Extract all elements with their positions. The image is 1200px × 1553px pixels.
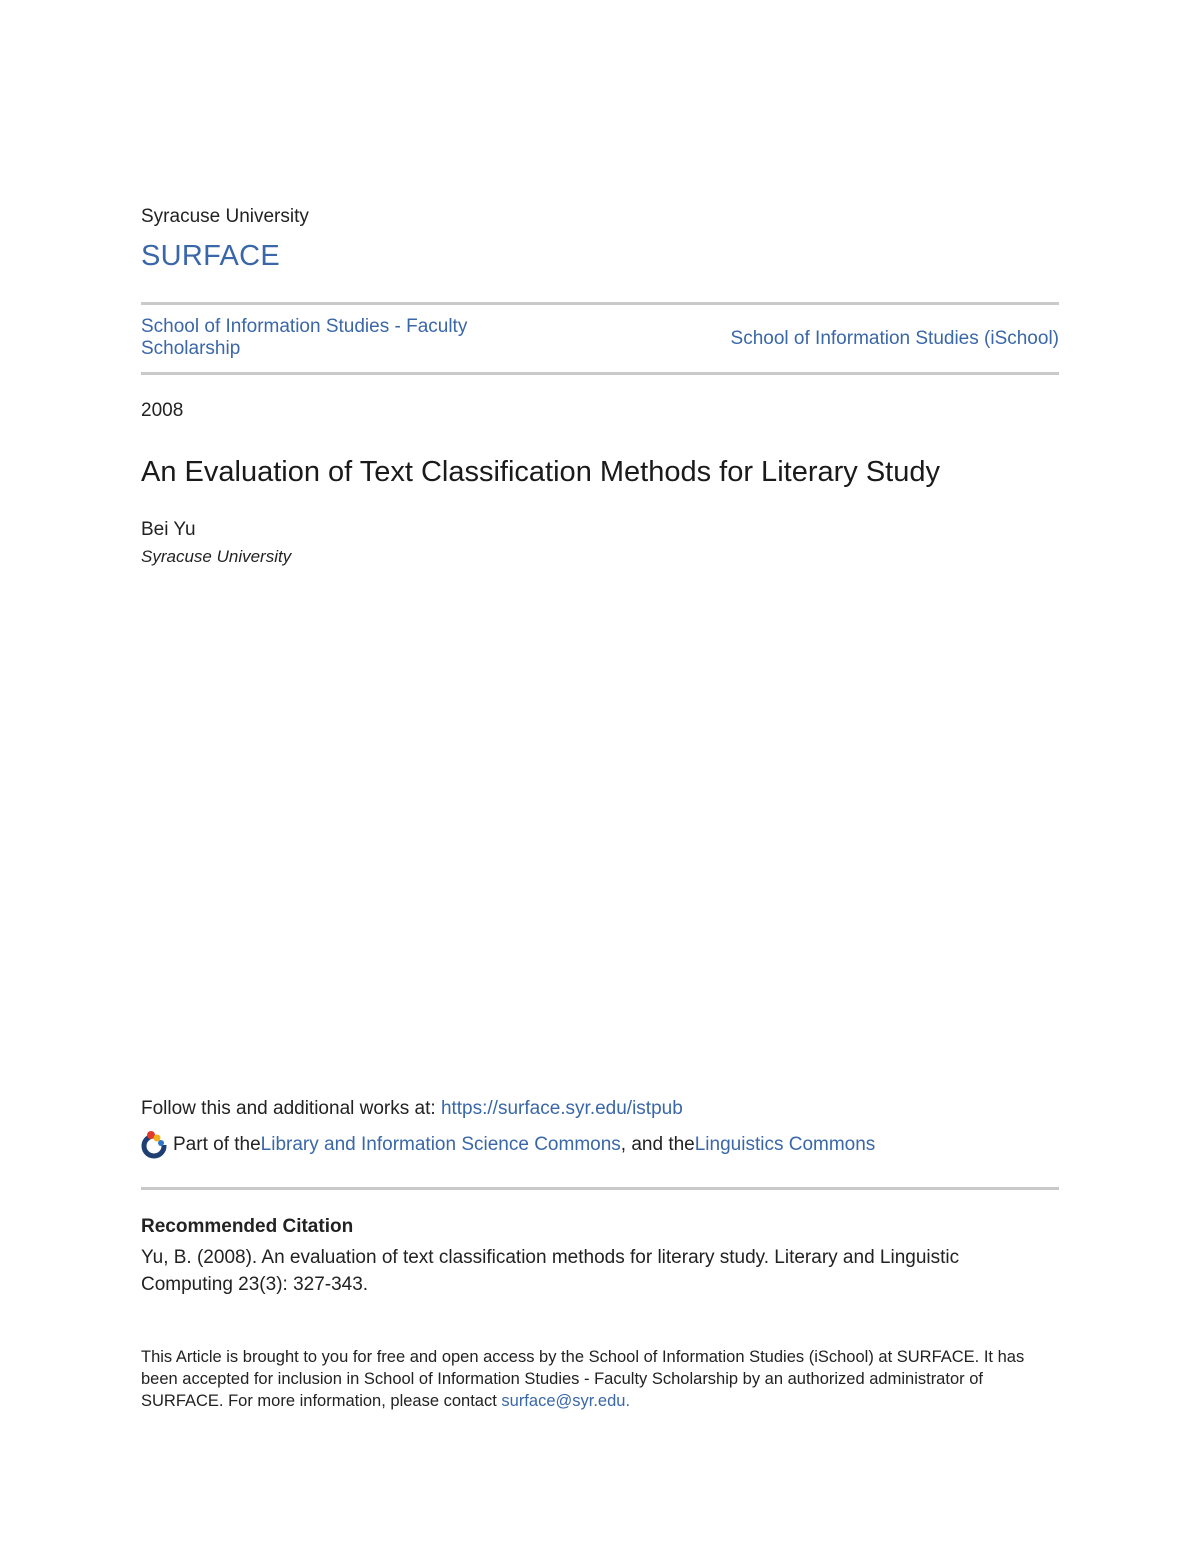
access-statement-text: This Article is brought to you for free and open access by the School of Information Studies (iSchool) at SURFACE. It has been accepted for inclusion in School of Information Studies - Faculty Scholarship by an authorized administrator of SURFACE. For more information, please contact [141, 1348, 1025, 1410]
part-of-middle: , and the [620, 1134, 695, 1155]
divider-bottom [141, 1187, 1059, 1190]
follow-url-link[interactable]: https://surface.syr.edu/istpub [440, 1098, 683, 1119]
follow-line [141, 1098, 683, 1120]
network-commons-icon [141, 1130, 169, 1160]
school-link[interactable]: School of Information Studies (iSchool) [730, 328, 1059, 349]
repository-link[interactable]: SURFACE [141, 240, 281, 272]
access-statement [141, 1346, 1041, 1412]
series-link[interactable]: School of Information Studies - Faculty Scholarship [141, 316, 468, 359]
part-of-line [141, 1130, 875, 1160]
contact-email-link[interactable]: surface@syr.edu. [501, 1392, 631, 1410]
publication-year: 2008 [141, 400, 184, 421]
citation-text: Yu, B. (2008). An evaluation of text classification methods for literary study. Literary and Linguistic Computing 23(3): 327-343. [141, 1247, 960, 1295]
author-name: Bei Yu [141, 519, 196, 540]
institution-name: Syracuse University [141, 206, 309, 227]
article-title: An Evaluation of Text Classification Methods for Literary Study [141, 456, 940, 488]
recommended-citation-heading: Recommended Citation [141, 1216, 354, 1237]
cover-page [141, 0, 1059, 1553]
divider-middle [141, 372, 1059, 375]
library-science-commons-link[interactable]: Library and Information Science Commons [260, 1134, 621, 1155]
part-of-prefix: Part of the [173, 1134, 261, 1155]
author-affiliation: Syracuse University [141, 547, 292, 566]
linguistics-commons-link[interactable]: Linguistics Commons [694, 1134, 876, 1155]
divider-top [141, 302, 1059, 305]
follow-prefix: Follow this and additional works at: [141, 1098, 441, 1119]
